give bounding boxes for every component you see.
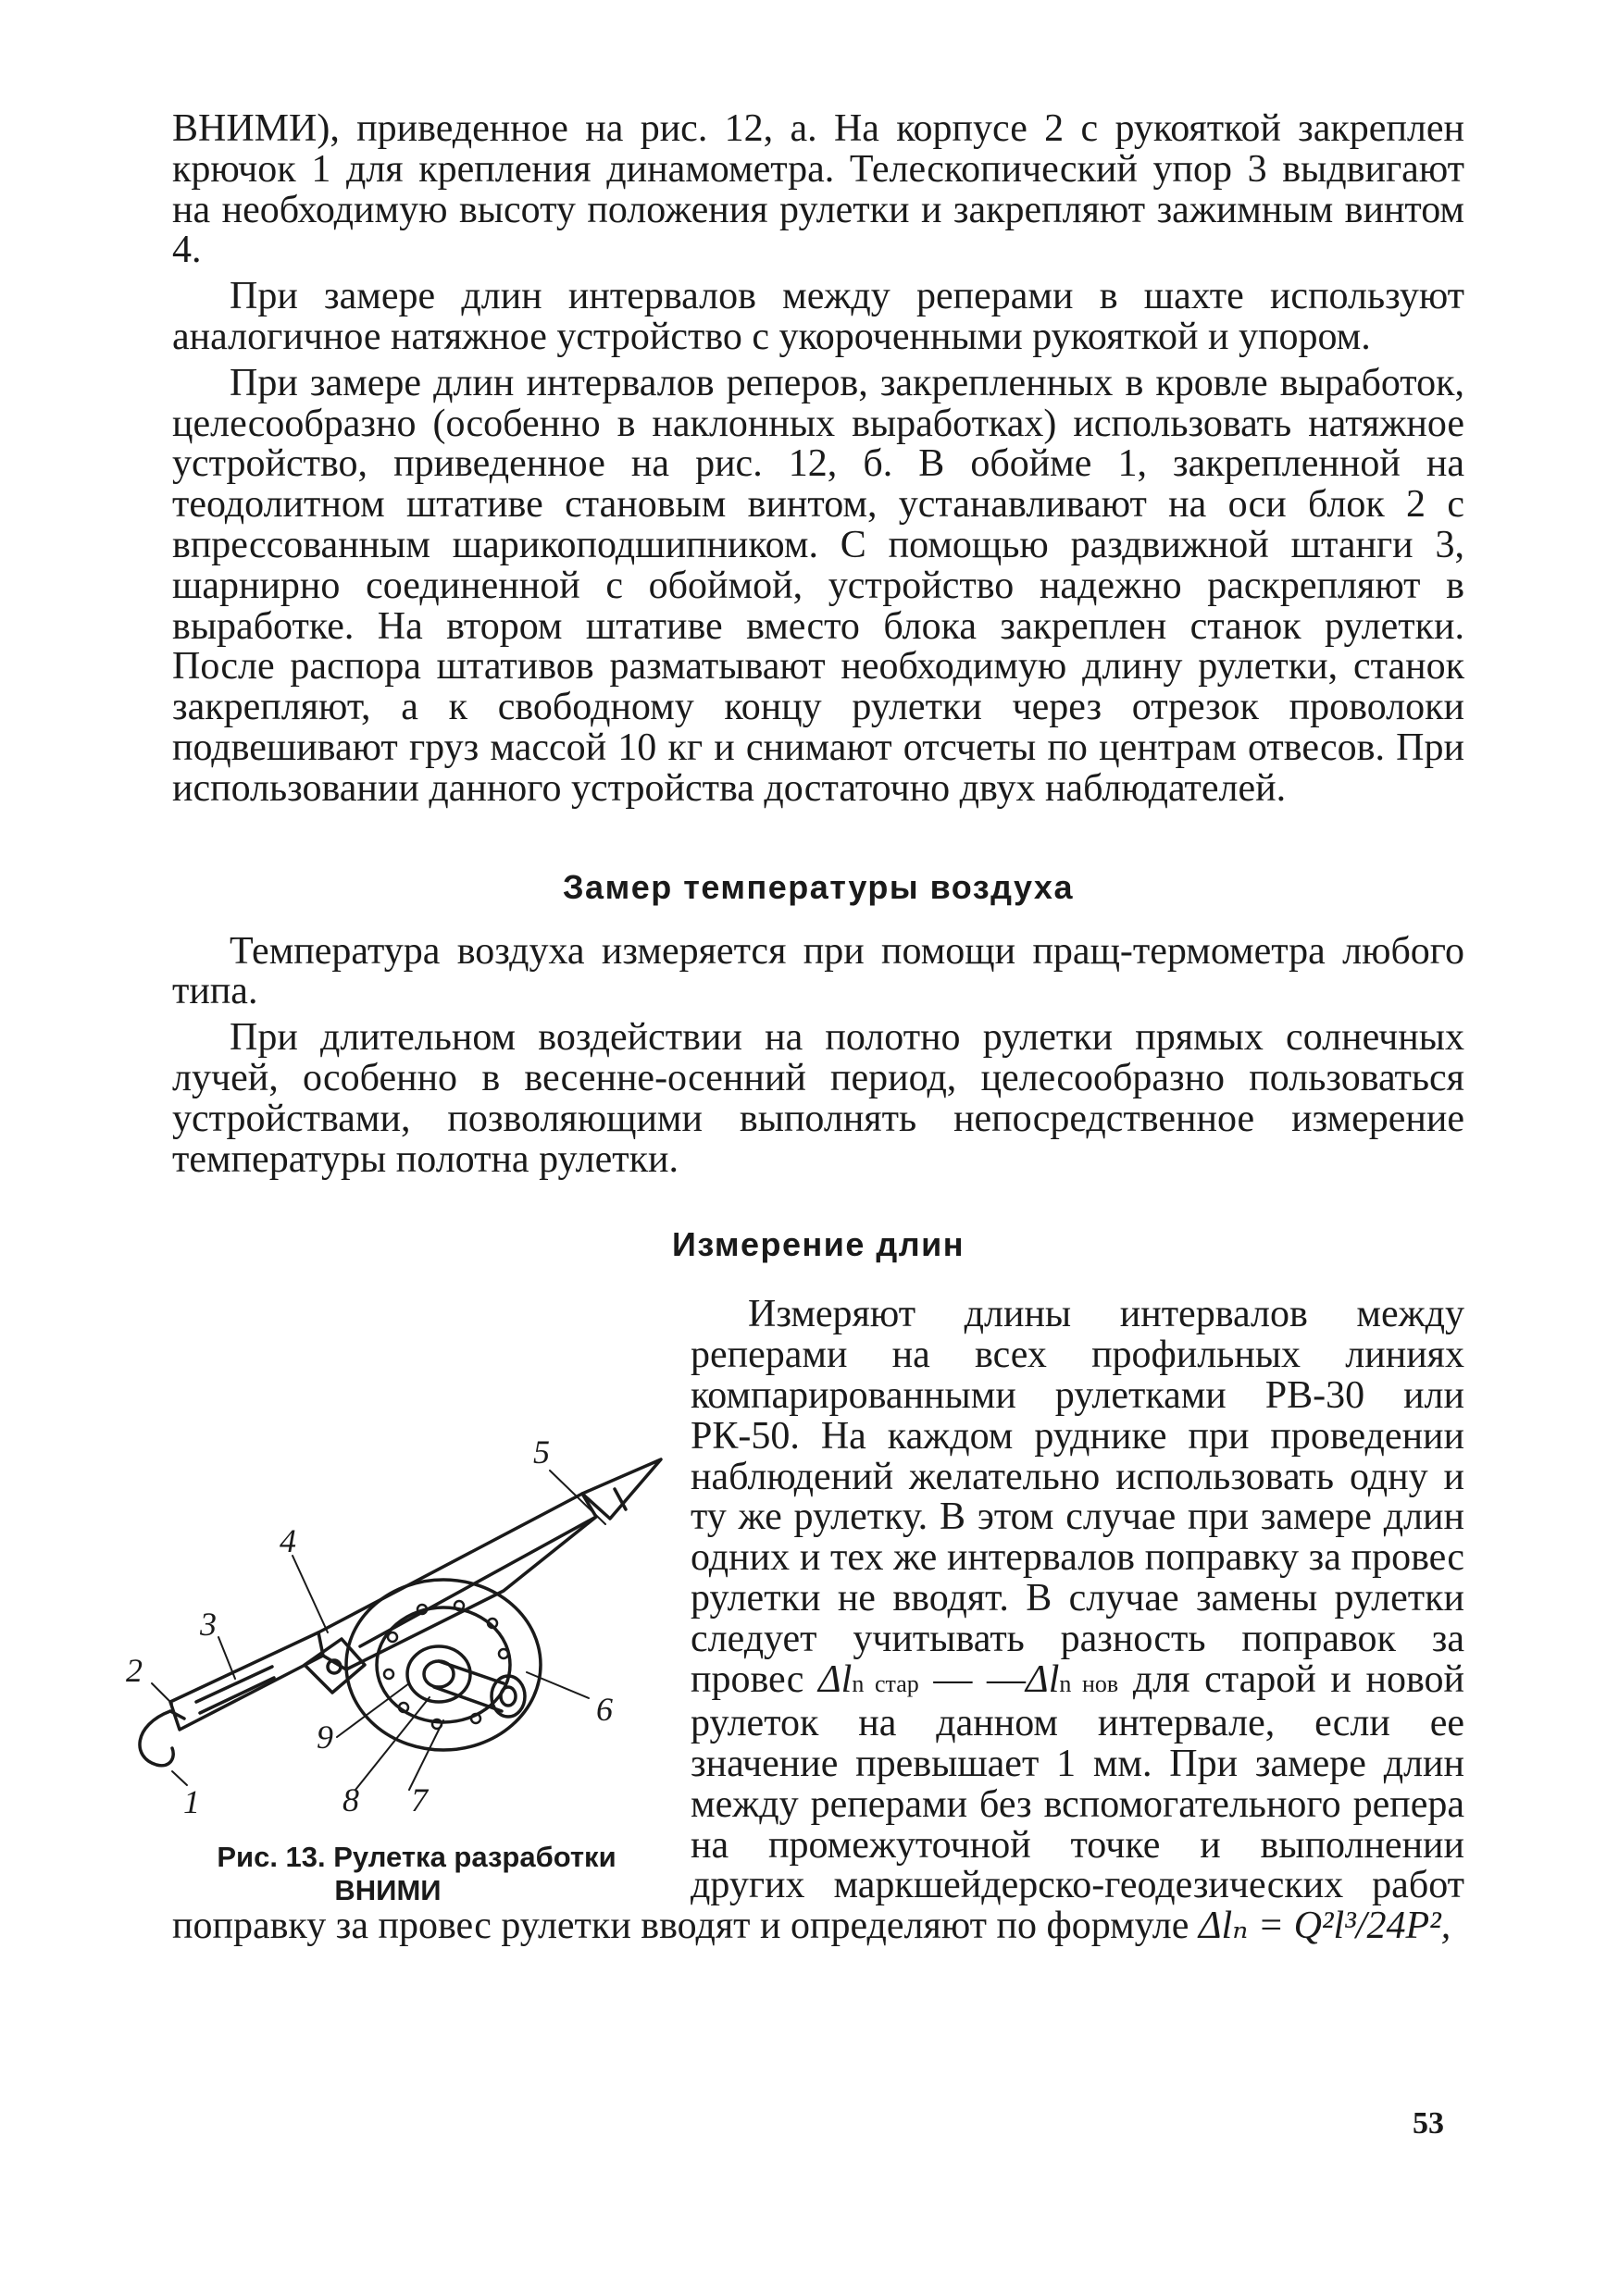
- label-5: 5: [533, 1433, 550, 1471]
- label-6: 6: [596, 1691, 613, 1729]
- tip-5: [582, 1459, 661, 1519]
- text-start: Измеряют длины интервалов между реперами на всех профильных линиях компарированными рулетками РВ-30 или РК-50. На каждом руднике при проведении наблюдений желательно использовать одну и ту же рулетку. В этом случае при замере длин одних и тех же интервалов поправку за провес рулетки не вводят. В случае замены рулетки следует учитывать разность поправок за провес: [691, 1293, 1464, 1701]
- label-4: 4: [280, 1522, 296, 1560]
- paragraph-sun: При длительном воздействии на полотно рулетки прямых солнечных лучей, особенно в весенне-осенний период, целесообразно пользоваться устройствами, позволяющими выполнять непосредственное измерение температуры полотна рулетки.: [172, 1016, 1464, 1181]
- delta-l-old: Δl: [818, 1657, 853, 1701]
- slot-3: [196, 1667, 274, 1713]
- label-7: 7: [411, 1781, 428, 1819]
- label-3: 3: [200, 1606, 217, 1644]
- paragraph-shaft: При замере длин интервалов между реперами в шахте используют аналогичное натяжное устройство с укороченными рукояткой и упором.: [172, 275, 1464, 358]
- page-content: [126, 107, 1464, 1948]
- label-9: 9: [317, 1719, 333, 1756]
- handle-body: [170, 1632, 323, 1730]
- heading-length-measurement: Измерение длин: [671, 1225, 965, 1264]
- hub-9: [407, 1646, 470, 1702]
- text-mid: для старой и новой рулеток на данном интервале, если ее значение превышает 1 мм. При замере длин между реперами без вспомогательного репера на промежуточной точке и выполнении других маркшейдерско-геодезических работ поправку за провес рулетки вводят и определяют по формуле: [172, 1657, 1464, 1948]
- paragraph-intro: ВНИМИ), приведенное на рис. 12, а. На корпусе 2 с рукояткой закреплен крючок 1 для крепления динамометра. Телескопический упор 3 выдвигают на необходимую высоту положения рулетки и закрепляют зажимным винтом 4.: [172, 107, 1464, 272]
- dash-1: —: [918, 1657, 973, 1701]
- paragraph-length-measurement: [126, 1293, 1464, 1948]
- paragraph-roof: При замере длин интервалов реперов, закрепленных в кровле выработок, целесообразно (особенно в наклонных выработках) использовать натяжное устройство, приведенное на рис. 12, б. В обойме 1, закрепленной на теодолитном штативе становым винтом, устанавливают на оси блок 2 с впрессованным шарикоподшипником. С помощью раздвижной штанги 3, шарнирно соединенной с обоймой, устройство надежно раскрепляют в выработке. На втором штативе вместо блока закреплен станок рулетки. После распора штативов разматывают необходимую длину рулетки, станок закрепляют, а к свободному концу рулетки через отрезок проволоки подвешивают груз массой 10 кг и снимают отсчеты по центрам отвесов. При использовании данного устройства достаточно двух наблюдателей.: [172, 361, 1464, 810]
- sag-formula: Δlₙ = Q²l³/24P²,: [1198, 1905, 1451, 1948]
- label-1: 1: [183, 1783, 200, 1821]
- caption-line-1: Рис. 13. Рулетка разработки: [217, 1841, 616, 1874]
- dash-2: —: [987, 1657, 1027, 1701]
- subscript-new: n нов: [1059, 1669, 1119, 1697]
- caption-line-2: ВНИМИ: [334, 1874, 442, 1907]
- figure-caption: [115, 1841, 661, 1907]
- paragraph-thermometer: Температура воздуха измеряется при помощи пращ-термометра любого типа.: [172, 929, 1464, 1013]
- page-number: 53: [1413, 2106, 1444, 2141]
- label-2: 2: [126, 1652, 143, 1690]
- delta-l-new: Δl: [1026, 1657, 1060, 1701]
- figure-13: [115, 1304, 670, 1907]
- subscript-old: n стар: [852, 1669, 919, 1697]
- label-8: 8: [342, 1781, 359, 1819]
- heading-air-temperature: Замер температуры воздуха: [563, 867, 1074, 906]
- tape-measure-drawing: [115, 1304, 670, 1841]
